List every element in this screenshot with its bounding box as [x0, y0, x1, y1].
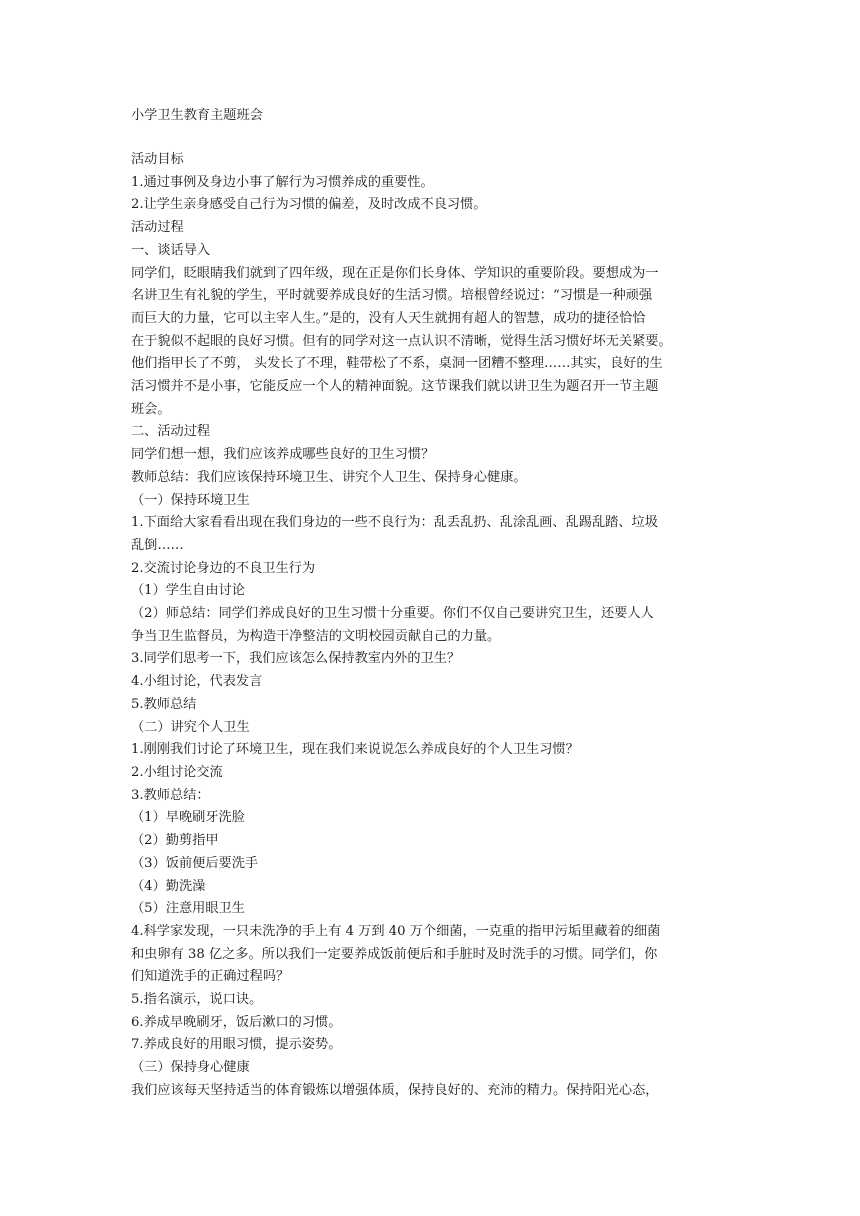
text-line: 班会。 [131, 401, 171, 417]
document-title: 小学卫生教育主题班会 [131, 108, 263, 123]
text-line: （一）保持环境卫生 [131, 492, 250, 508]
text-line: 1.刚刚我们讨论了环境卫生，现在我们来说说怎么养成良好的个人卫生习惯？ [131, 742, 579, 758]
text-line: 5.指名演示，说口诀。 [131, 992, 263, 1008]
text-line: （2）勤剪指甲 [131, 833, 219, 849]
text-line: （1）学生自由讨论 [131, 583, 245, 599]
text-line: 1.下面给大家看看出现在我们身边的一些不良行为：乱丢乱扔、乱涂乱画、乱踢乱踏、垃圾 [131, 515, 658, 531]
text-line: （2）师总结：同学们养成良好的卫生习惯十分重要。你们不仅自己要讲究卫生，还要人人 [131, 606, 654, 622]
text-line: 1.通过事例及身边小事了解行为习惯养成的重要性。 [131, 174, 434, 190]
text-line: （3）饭前便后要洗手 [131, 855, 259, 871]
text-line: 2.交流讨论身边的不良卫生行为 [131, 560, 316, 576]
text-line: 名讲卫生有礼貌的学生，平时就要养成良好的生活习惯。培根曾经说过：“习惯是一种顽强 [131, 288, 653, 304]
text-line: （三）保持身心健康 [131, 1060, 250, 1076]
text-line: 二、活动过程 [131, 424, 211, 440]
text-line: 2.让学生亲身感受自己行为习惯的偏差，及时改成不良习惯。 [131, 197, 487, 213]
text-line: 3.同学们思考一下，我们应该怎么保持教室内外的卫生？ [131, 651, 461, 667]
text-line: 和虫卵有 38 亿之多。所以我们一定要养成饭前便后和手脏时及时洗手的习惯。同学们，你 [131, 946, 658, 962]
text-line: （二）讲究个人卫生 [131, 719, 250, 735]
text-line: 我们应该每天坚持适当的体育锻炼以增强体质，保持良好的、充沛的精力。保持阳光心态， [131, 1082, 659, 1098]
text-line: （4）勤洗澡 [131, 878, 206, 894]
text-line: 2.小组讨论交流 [131, 764, 223, 780]
text-line: 4.小组讨论，代表发言 [131, 674, 263, 690]
text-line: 7.养成良好的用眼习惯，提示姿势。 [131, 1037, 342, 1053]
document-page [131, 104, 731, 1103]
text-line: 在于貌似不起眼的良好习惯。但有的同学对这一点认识不清晰，觉得生活习惯好坏无关紧要。 [131, 333, 672, 349]
text-line: 4.科学家发现，一只未洗净的手上有 4 万到 40 万个细菌，一克重的指甲污垢里藏着的细菌 [131, 923, 661, 939]
text-line: 乱倒…… [131, 537, 184, 553]
text-line: 他们指甲长了不剪， 头发长了不理，鞋带松了不系，桌洞一团糟不整理……其实，良好的生 [131, 356, 663, 372]
text-line: （5）注意用眼卫生 [131, 901, 245, 917]
text-line: 争当卫生监督员，为构造干净整洁的文明校园贡献自己的力量。 [131, 628, 501, 644]
text-line: 3.教师总结： [131, 787, 210, 803]
text-line: （1）早晚刷牙洗脸 [131, 810, 245, 826]
text-line: 活动过程 [131, 220, 184, 236]
text-line: 而巨大的力量，它可以主宰人生。”是的，没有人天生就拥有超人的智慧，成功的捷径恰恰 [131, 310, 646, 326]
text-line: 活动目标 [131, 152, 184, 167]
document-body [131, 149, 731, 1103]
text-line: 教师总结：我们应该保持环境卫生、讲究个人卫生、保持身心健康。 [131, 469, 527, 485]
text-line: 5.教师总结 [131, 696, 197, 712]
text-line: 活习惯并不是小事，它能反应一个人的精神面貌。这节课我们就以讲卫生为题召开一节主题 [131, 379, 659, 395]
text-line: 6.养成早晚刷牙，饭后漱口的习惯。 [131, 1014, 342, 1030]
text-line: 同学们想一想，我们应该养成哪些良好的卫生习惯？ [131, 447, 435, 463]
text-line: 同学们，眨眼睛我们就到了四年级，现在正是你们长身体、学知识的重要阶段。要想成为一 [131, 265, 659, 281]
text-line: 们知道洗手的正确过程吗？ [131, 969, 290, 985]
text-line: 一、谈话导入 [131, 242, 211, 258]
